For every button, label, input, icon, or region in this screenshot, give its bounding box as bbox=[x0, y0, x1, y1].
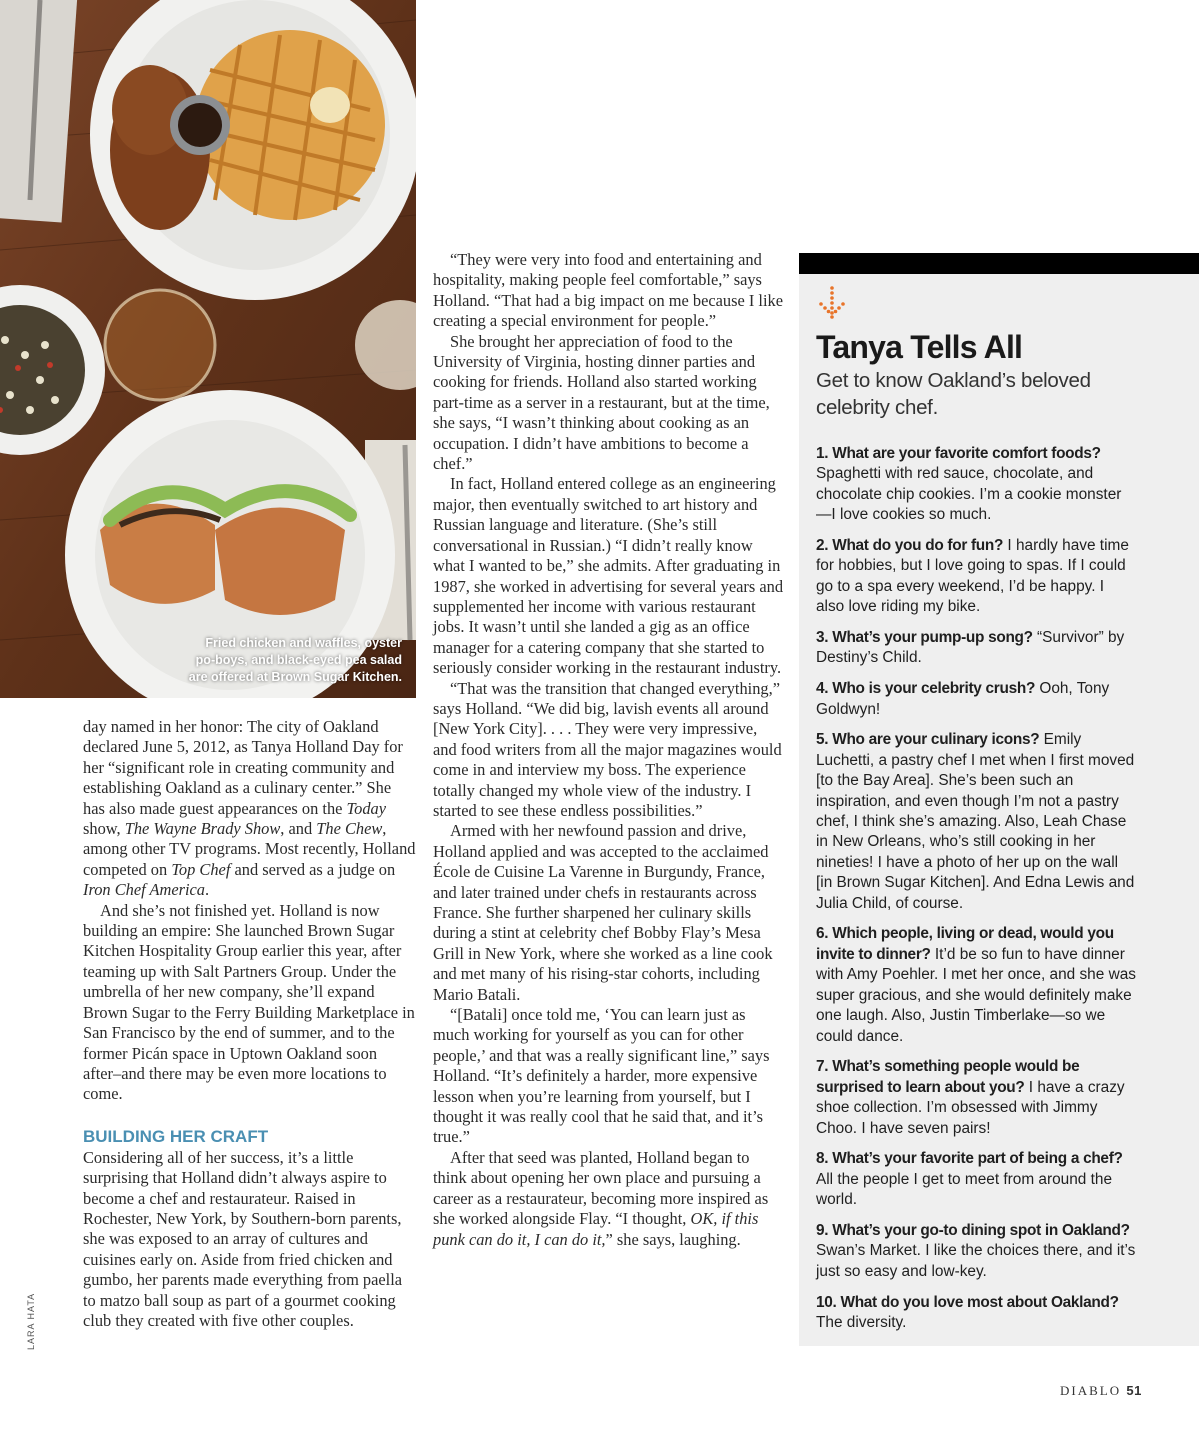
qa-list bbox=[816, 444, 1136, 1344]
article-paragraph: “They were very into food and entertaining and hospitality, making people feel comfortable,” says Holland. “That had a big impact on me because I like creating a special environment for people.” bbox=[433, 250, 783, 331]
article-paragraph: She brought her appreciation of food to the University of Virginia, hosting dinner parties and cooking for friends. Holland also started working part-time as a server in a restaurant, but at the time, she says, “I wasn’t thinking about cooking as an occupation. I didn’t have ambitions to become a chef.” bbox=[433, 331, 770, 474]
text-run: After that seed was planted, Holland began to think about opening her own place and pursuing a career as a restaurateur, becoming more inspired as she worked alongside Flay. “I thought, bbox=[433, 1147, 769, 1229]
qa-question: 2. What do you do for fun? bbox=[816, 537, 1004, 555]
qa-question: 4. Who is your celebrity crush? bbox=[816, 680, 1036, 698]
italic-title: Iron Chef America bbox=[83, 880, 206, 900]
article-column-2 bbox=[433, 250, 785, 1250]
qa-answer: Emily Luchetti, a pastry chef I met when I first moved [to the Bay Area]. She’s been such an inspiration, and even though I’m not a pastry chef, I think she’s amazing. Also, Leah Chase in New Orleans, who’s still cooking in her nineties! I have a photo of her up on the wall [in Brown Sugar Kitchen]. And Edna Lewis and Julia Child, of course. bbox=[816, 731, 1135, 912]
italic-title: Today bbox=[346, 798, 386, 818]
sidebar-top-bar bbox=[799, 253, 1199, 274]
qa-item bbox=[816, 1221, 1136, 1282]
qa-item bbox=[816, 444, 1136, 526]
article-paragraph: “[Batali] once told me, ‘You can learn just as much working for yourself as you can for other people,’ and that was a really significant line,” says Holland. “It’s definitely a harder, more expensive lesson when you’re learning from yourself, but I thought it was really cool that he said that, and it’s true.” bbox=[433, 1005, 770, 1147]
qa-answer: Spaghetti with red sauce, chocolate, and chocolate chip cookies. I’m a cookie monster—I love cookies so much. bbox=[816, 465, 1122, 524]
qa-question: 8. What’s your favorite part of being a chef? bbox=[816, 1150, 1123, 1168]
qa-answer: All the people I get to meet from around the world. bbox=[816, 1170, 1113, 1209]
caption-line: are offered at Brown Sugar Kitchen. bbox=[188, 670, 402, 684]
italic-quote: OK, if this punk can do it, I can do it, bbox=[433, 1209, 759, 1249]
text-run: ” she says, laughing. bbox=[605, 1229, 741, 1249]
text-run: , among other TV programs. Most recently, Holland competed on bbox=[83, 819, 416, 879]
text-run: , and bbox=[280, 819, 317, 839]
italic-title: Top Chef bbox=[171, 859, 231, 879]
article-paragraph: In fact, Holland entered college as an engineering major, then eventually switched to art history and Russian language and literature. (She’s still conversational in Russian.) “I didn’t really know what I wanted to be,” she admits. After graduating in 1987, she worked in advertising for several years and supplemented her income with various restaurant jobs. It wasn’t until she landed a gig as an office manager for a catering company that she started to seriously consider working in the restaurant industry. bbox=[433, 474, 784, 678]
page-folio bbox=[1060, 1383, 1142, 1399]
qa-answer: Ooh, Tony Goldwyn! bbox=[816, 680, 1110, 718]
qa-item bbox=[816, 924, 1136, 1046]
sidebar-box bbox=[799, 253, 1199, 1346]
photo-credit: LARA HATA bbox=[26, 1292, 36, 1350]
page-number: 51 bbox=[1126, 1383, 1142, 1398]
italic-title: The Chew bbox=[316, 819, 383, 839]
photo-caption bbox=[122, 635, 402, 686]
qa-answer: “Survivor” by Destiny’s Child. bbox=[816, 629, 1125, 667]
caption-line: Fried chicken and waffles, oyster bbox=[205, 636, 402, 650]
qa-question: 5. Who are your culinary icons? bbox=[816, 731, 1040, 749]
section-subhead: BUILDING HER CRAFT bbox=[83, 1126, 269, 1146]
food-photo bbox=[0, 0, 416, 698]
article-paragraph bbox=[83, 717, 417, 901]
qa-question: 1. What are your favorite comfort foods? bbox=[816, 445, 1101, 462]
qa-item bbox=[816, 679, 1136, 720]
down-arrow-icon bbox=[817, 285, 847, 326]
text-run: show, bbox=[83, 819, 125, 839]
qa-question: 10. What do you love most about Oakland? bbox=[816, 1293, 1119, 1311]
italic-title: The Wayne Brady Show bbox=[124, 819, 281, 839]
qa-item bbox=[816, 536, 1136, 618]
qa-item bbox=[816, 628, 1136, 669]
article-column-1 bbox=[83, 717, 417, 1331]
text-run: day named in her honor: The city of Oakland declared June 5, 2012, as Tanya Holland Day for her “significant role in creating community and establishing Oakland as a culinary center.” She has also made guest appearances on the bbox=[83, 717, 403, 818]
qa-item bbox=[816, 1057, 1136, 1139]
caption-line: po-boys, and black-eyed pea salad bbox=[195, 653, 402, 667]
qa-answer: It’d be so fun to have dinner with Amy Poehler. I met her once, and she was super gracious, and she would definitely make one laugh. Also, Justin Timberlake—so we could dance. bbox=[816, 945, 1136, 1045]
article-paragraph: Considering all of her success, it’s a little surprising that Holland didn’t always aspire to become a chef and restaurateur. Raised in Rochester, New York, by Southern-born parents, she was exposed to an array of cultures and cuisines early on. Aside from fried chicken and gumbo, her parents made everything from paella to matzo ball soup as part of a gourmet cooking club they created with five other couples. bbox=[83, 1147, 403, 1330]
qa-answer: I have a crazy shoe collection. I’m obsessed with Jimmy Choo. I have seven pairs! bbox=[816, 1078, 1125, 1137]
qa-question: 9. What’s your go-to dining spot in Oakland? bbox=[816, 1221, 1130, 1239]
qa-item bbox=[816, 730, 1136, 914]
qa-item bbox=[816, 1149, 1136, 1210]
qa-question: 6. Which people, living or dead, would you invite to dinner? bbox=[816, 925, 1114, 963]
qa-answer: The diversity. bbox=[816, 1313, 907, 1331]
food-photo-illustration bbox=[0, 0, 416, 698]
article-paragraph: And she’s not finished yet. Holland is now building an empire: She launched Brown Sugar Kitchen Hospitality Group earlier this year, after teaming up with Salt Partners Group. Under the umbrella of her new company, she’ll expand Brown Sugar to the Ferry Building Marketplace in San Francisco by the end of summer, and to the former Picán space in Uptown Oakland soon after–and there may be even more locations to come. bbox=[83, 900, 415, 1104]
text-run: . bbox=[205, 880, 210, 900]
article-paragraph: “That was the transition that changed everything,” says Holland. “We did big, lavish events all around [New York City]. . . . They were very impressive, and food writers from all the major magazines would come in and interview my boss. The experience totally changed my whole view of the industry. I started to see these endless possibilities.” bbox=[433, 678, 782, 820]
qa-answer: Swan’s Market. I like the choices there, and it’s just so easy and low-key. bbox=[816, 1242, 1136, 1280]
magazine-name: DIABLO bbox=[1060, 1383, 1122, 1398]
sidebar-title: Tanya Tells All bbox=[816, 329, 1023, 365]
article-paragraph: Armed with her newfound passion and drive, Holland applied and was accepted to the acclaimed École de Cuisine La Varenne in Burgundy, France, and later trained under chefs in restaurants across France. She further sharpened her culinary skills during a stint at celebrity chef Bobby Flay’s Mesa Grill in New York, where she worked as a line cook and met many of his rising-star cohorts, including Mario Batali. bbox=[433, 821, 773, 1004]
qa-answer: I hardly have time for hobbies, but I love going to spas. If I could go to a spa every weekend, I’d be happy. I also love riding my bike. bbox=[816, 537, 1129, 616]
qa-question: 3. What’s your pump-up song? bbox=[816, 629, 1033, 647]
qa-question: 7. What’s something people would be surprised to learn about you? bbox=[816, 1058, 1080, 1096]
sidebar-subtitle: Get to know Oakland’s beloved celebrity chef. bbox=[816, 369, 1091, 419]
article-paragraph bbox=[433, 1148, 785, 1250]
text-run: and served as a judge on bbox=[230, 859, 396, 879]
qa-item bbox=[816, 1293, 1136, 1334]
